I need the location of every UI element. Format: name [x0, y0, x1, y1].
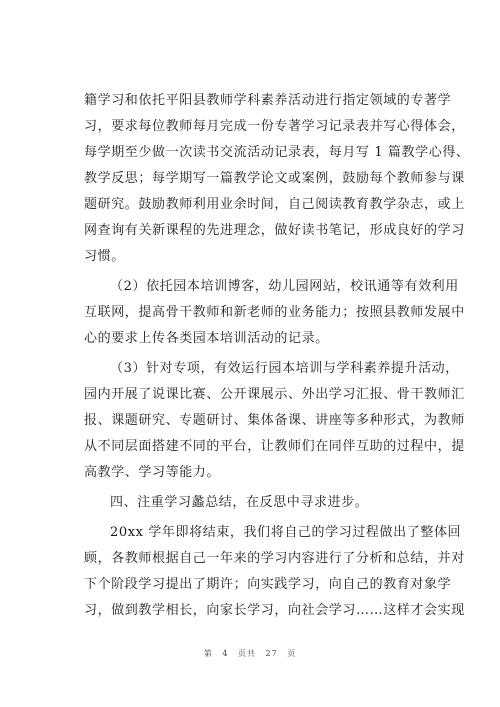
paragraph-start-line: （2）依托园本培训博客，幼儿园网站，校讯通等有效利用	[110, 279, 459, 294]
text-line: 籍学习和依托平阳县教师学科素养活动进行指定领域的专著学	[84, 93, 452, 108]
text-line: 心的要求上传各类园本培训活动的记录。	[84, 331, 329, 346]
page-number-prefix: 第	[203, 649, 213, 658]
text-line: 报、课题研究、专题研讨、集体备课、讲座等多种形式，为教师	[84, 413, 465, 428]
paragraph-start-line: 20xx 学年即将结束，我们将自己的学习过程做出了整体回	[110, 525, 462, 540]
text-line: 从不同层面搭建不同的平台，让教师们在同伴互助的过程中，提	[84, 439, 465, 454]
text-line: 互联网，提高骨干教师和新老师的业务能力；按照县教师发展中	[84, 305, 465, 320]
page-number-suffix: 页	[287, 649, 297, 658]
text-line: 习惯。	[84, 249, 125, 264]
text-line: 习，做到教学相长，向家长学习，向社会学习……这样才会实现	[84, 603, 465, 618]
page-number-middle: 页共	[237, 649, 256, 658]
body-text	[84, 88, 470, 624]
text-line: 习，要求每位教师每月完成一份专著学习记录表并写心得体会，	[84, 119, 465, 134]
page-number-current: 4	[222, 649, 229, 658]
page-footer	[0, 648, 500, 659]
text-line: 园内开展了说课比赛、公开课展示、外出学习汇报、骨干教师汇	[84, 387, 465, 402]
paragraph-start-line: （3）针对专项，有效运行园本培训与学科素养提升活动，	[110, 361, 459, 376]
text-line: 网查询有关新课程的先进理念，做好读书笔记，形成良好的学习	[84, 223, 465, 238]
page-number-total: 27	[265, 649, 278, 658]
text-line: 教学反思；每学期写一篇教学论文或案例，鼓励每个教师参与课	[84, 171, 465, 186]
text-line: 题研究。鼓励教师利用业余时间，自己阅读教育教学杂志，或上	[84, 197, 465, 212]
text-line: 下个阶段学习提出了期许；向实践学习，向自己的教育对象学	[84, 577, 452, 592]
text-line: 每学期至少做一次读书交流活动记录表，每月写 1 篇教学心得、	[84, 145, 470, 160]
text-line: 高教学、学习等能力。	[84, 465, 221, 480]
section-heading: 四、注重学习蠡总结，在反思中寻求进步。	[110, 495, 369, 510]
text-line: 顾，各教师根据自己一年来的学习内容进行了分析和总结，并对	[84, 551, 465, 566]
